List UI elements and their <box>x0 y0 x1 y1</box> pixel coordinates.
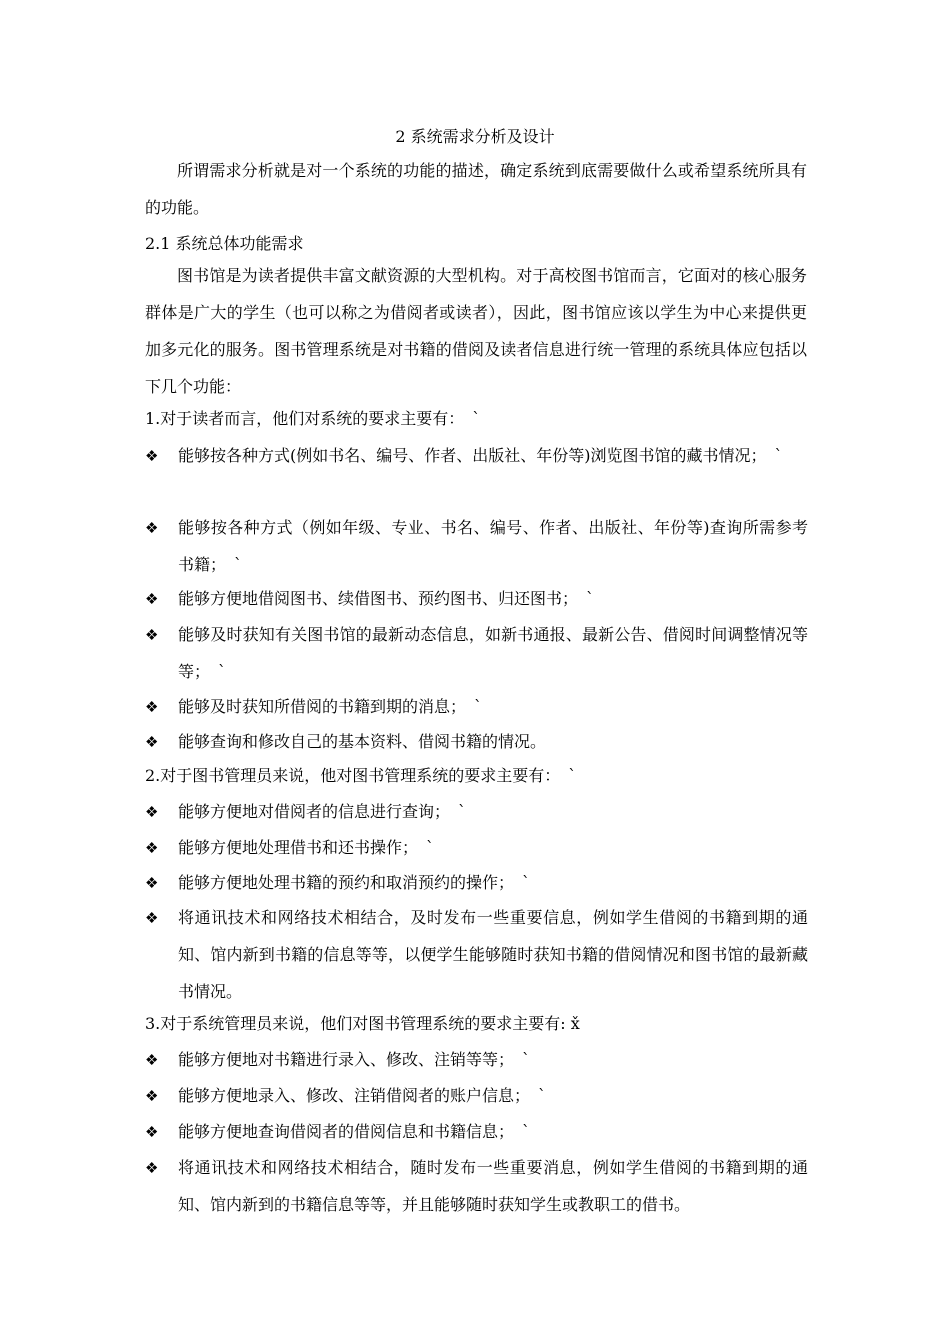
bullet-icon: ❖ <box>145 909 159 927</box>
bullet-icon: ❖ <box>145 803 159 821</box>
bullet-icon: ❖ <box>145 733 159 751</box>
page-title: 2 系统需求分析及设计 <box>395 127 555 146</box>
list-item: 能够方便地录入、修改、注销借阅者的账户信息； ` <box>178 1086 547 1105</box>
list-item: 能够方便地处理借书和还书操作； ` <box>178 838 435 857</box>
section-heading: 2.1 系统总体功能需求 <box>145 234 304 253</box>
bullet-icon: ❖ <box>145 1159 159 1177</box>
list-item: 能够及时获知所借阅的书籍到期的消息； ` <box>178 697 483 716</box>
intro-paragraph: 所谓需求分析就是对一个系统的功能的描述，确定系统到底需要做什么或希望系统所具有的功能。 <box>145 161 807 217</box>
list-item: 能够方便地借阅图书、续借图书、预约图书、归还图书； ` <box>178 589 595 608</box>
list-item: 将通讯技术和网络技术相结合，随时发布一些重要消息，例如学生借阅的书籍到期的通知、馆内新到的书籍信息等等，并且能够随时获知学生或教职工的借书。 <box>178 1158 808 1214</box>
list-item: 能够方便地对书籍进行录入、修改、注销等等； ` <box>178 1050 531 1069</box>
list-item: 能够方便地查询借阅者的借阅信息和书籍信息； ` <box>178 1122 531 1141</box>
bullet-icon: ❖ <box>145 447 159 465</box>
list-item: 能够按各种方式（例如年级、专业、书名、编号、作者、出版社、年份等)查询所需参考书籍； ` <box>178 518 808 574</box>
group-heading: 2.对于图书管理员来说，他对图书管理系统的要求主要有： ` <box>145 766 577 785</box>
list-item: 将通讯技术和网络技术相结合，及时发布一些重要信息，例如学生借阅的书籍到期的通知、馆内新到书籍的信息等等，以便学生能够随时获知书籍的借阅情况和图书馆的最新藏书情况。 <box>178 908 808 1001</box>
bullet-icon: ❖ <box>145 626 159 644</box>
list-item: 能够按各种方式(例如书名、编号、作者、出版社、年份等)浏览图书馆的藏书情况； ` <box>178 446 783 465</box>
bullet-icon: ❖ <box>145 874 159 892</box>
list-item: 能够方便地对借阅者的信息进行查询； ` <box>178 802 467 821</box>
bullet-icon: ❖ <box>145 590 159 608</box>
list-item: 能够查询和修改自己的基本资料、借阅书籍的情况。 <box>178 732 547 751</box>
bullet-icon: ❖ <box>145 1051 159 1069</box>
list-item: 能够及时获知有关图书馆的最新动态信息，如新书通报、最新公告、借阅时间调整情况等等； ` <box>178 625 808 681</box>
group-heading: 3.对于系统管理员来说，他们对图书管理系统的要求主要有: x̌ <box>145 1014 580 1033</box>
bullet-icon: ❖ <box>145 839 159 857</box>
bullet-icon: ❖ <box>145 1087 159 1105</box>
section-paragraph: 图书馆是为读者提供丰富文献资源的大型机构。对于高校图书馆而言，它面对的核心服务群体是广大的学生（也可以称之为借阅者或读者），因此，图书馆应该以学生为中心来提供更加多元化的服务。图书管理系统是对书籍的借阅及读者信息进行统一管理的系统具体应包括以下几个功能： <box>145 266 807 396</box>
group-heading: 1.对于读者而言，他们对系统的要求主要有： ` <box>145 409 481 428</box>
bullet-icon: ❖ <box>145 1123 159 1141</box>
list-item: 能够方便地处理书籍的预约和取消预约的操作； ` <box>178 873 531 892</box>
bullet-icon: ❖ <box>145 698 159 716</box>
bullet-icon: ❖ <box>145 519 159 537</box>
